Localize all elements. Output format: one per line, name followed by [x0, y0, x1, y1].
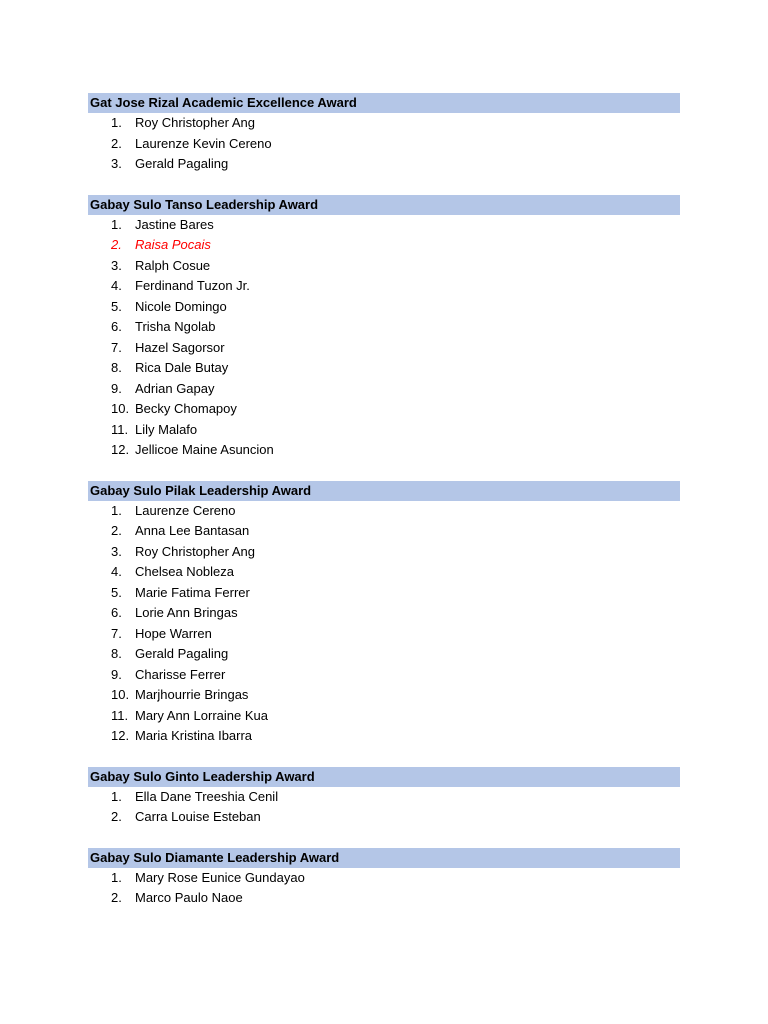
list-item — [88, 317, 680, 338]
award-list-page — [88, 93, 680, 929]
list-item — [88, 420, 680, 441]
award-section-gabay-sulo-pilak-leadership-award — [88, 481, 680, 747]
item-number: 12. — [111, 442, 130, 457]
awardee-name: Becky Chomapoy — [135, 401, 237, 416]
item-number: 1. — [111, 502, 122, 518]
award-title: Gabay Sulo Tanso Leadership Award — [88, 195, 680, 215]
item-number: 1. — [111, 216, 122, 232]
item-number: 6. — [111, 319, 122, 334]
list-item — [88, 807, 680, 828]
list-item — [88, 562, 680, 583]
awardee-name: Marco Paulo Naoe — [135, 890, 243, 905]
list-item — [88, 113, 680, 134]
awardee-list — [88, 868, 680, 909]
list-item — [88, 706, 680, 727]
list-item — [88, 685, 680, 706]
item-number: 1. — [111, 115, 122, 130]
list-item — [88, 235, 680, 256]
item-number: 2. — [111, 135, 122, 151]
item-number: 6. — [111, 605, 122, 620]
item-number: 7. — [111, 339, 122, 355]
award-section-gabay-sulo-diamante-leadership-award — [88, 848, 680, 909]
awardee-name: Carra Louise Esteban — [135, 809, 261, 824]
awardee-list — [88, 215, 680, 461]
awardee-name: Laurenze Kevin Cereno — [135, 135, 272, 151]
awardee-name: Roy Christopher Ang — [135, 543, 255, 559]
award-title: Gabay Sulo Diamante Leadership Award — [88, 848, 680, 868]
item-number: 12. — [111, 728, 130, 743]
awardee-name: Ella Dane Treeshia Cenil — [135, 788, 279, 804]
award-section-gabay-sulo-ginto-leadership-award — [88, 767, 680, 828]
item-number: 8. — [111, 646, 122, 661]
award-title: Gabay Sulo Pilak Leadership Award — [88, 481, 680, 501]
awardee-name: Trisha Ngolab — [135, 319, 216, 334]
awardee-list — [88, 787, 680, 828]
awardee-name: Mary Ann Lorraine Kua — [135, 707, 268, 723]
awardee-name: Gerald Pagaling — [135, 156, 229, 171]
awardee-name: Charisse Ferrer — [135, 666, 226, 682]
item-number: 2. — [111, 890, 122, 905]
list-item — [88, 154, 680, 175]
awardee-name: Marie Fatima Ferrer — [135, 584, 250, 600]
list-item — [88, 297, 680, 318]
awardee-name: Anna Lee Bantasan — [135, 523, 250, 538]
awardee-name: Maria Kristina Ibarra — [135, 728, 253, 743]
list-item — [88, 358, 680, 379]
list-item — [88, 888, 680, 909]
list-item — [88, 399, 680, 420]
item-number: 11. — [111, 707, 129, 723]
list-item — [88, 603, 680, 624]
item-number: 3. — [111, 156, 122, 171]
list-item — [88, 726, 680, 747]
award-section-gabay-sulo-tanso-leadership-award — [88, 195, 680, 461]
item-number: 7. — [111, 625, 122, 641]
item-number: 8. — [111, 360, 122, 375]
item-number: 5. — [111, 298, 122, 314]
item-number: 10. — [111, 401, 130, 416]
awardee-name: Roy Christopher Ang — [135, 115, 255, 130]
list-item — [88, 134, 680, 155]
awardee-name: Adrian Gapay — [135, 380, 215, 396]
list-item — [88, 440, 680, 461]
item-number: 5. — [111, 584, 122, 600]
list-item — [88, 542, 680, 563]
item-number: 11. — [111, 421, 129, 437]
list-item — [88, 276, 680, 297]
list-item — [88, 256, 680, 277]
awardee-name: Jastine Bares — [135, 216, 214, 232]
awardee-list — [88, 113, 680, 175]
awardee-name: Chelsea Nobleza — [135, 564, 235, 579]
item-number: 9. — [111, 666, 122, 682]
award-title: Gabay Sulo Ginto Leadership Award — [88, 767, 680, 787]
item-number: 4. — [111, 564, 122, 579]
item-number: 2. — [111, 523, 122, 538]
award-title: Gat Jose Rizal Academic Excellence Award — [88, 93, 680, 113]
awardee-name: Mary Rose Eunice Gundayao — [135, 869, 305, 885]
list-item — [88, 868, 680, 889]
awardee-name: Ralph Cosue — [135, 257, 211, 273]
awardee-name: Ferdinand Tuzon Jr. — [135, 278, 250, 293]
list-item — [88, 521, 680, 542]
awardee-list — [88, 501, 680, 747]
awardee-name: Rica Dale Butay — [135, 360, 229, 375]
item-number: 3. — [111, 257, 122, 273]
list-item — [88, 644, 680, 665]
awardee-name: Marjhourrie Bringas — [135, 687, 249, 702]
awardee-name: Raisa Pocais — [135, 237, 211, 252]
list-item — [88, 501, 680, 522]
list-item — [88, 624, 680, 645]
awardee-name: Hazel Sagorsor — [135, 339, 225, 355]
item-number: 1. — [111, 869, 122, 885]
list-item — [88, 215, 680, 236]
awardee-name: Laurenze Cereno — [135, 502, 236, 518]
awardee-name: Nicole Domingo — [135, 298, 227, 314]
list-item — [88, 787, 680, 808]
awardee-name: Lily Malafo — [135, 421, 198, 437]
awardee-name: Hope Warren — [135, 625, 212, 641]
item-number: 2. — [111, 809, 122, 824]
list-item — [88, 583, 680, 604]
award-section-gat-jose-rizal-academic-excellence-award — [88, 93, 680, 175]
item-number: 4. — [111, 278, 122, 293]
list-item — [88, 338, 680, 359]
item-number: 9. — [111, 380, 122, 396]
item-number: 10. — [111, 687, 130, 702]
list-item — [88, 665, 680, 686]
list-item — [88, 379, 680, 400]
item-number: 1. — [111, 788, 122, 804]
awardee-name: Gerald Pagaling — [135, 646, 229, 661]
awardee-name: Jellicoe Maine Asuncion — [135, 442, 274, 457]
item-number: 3. — [111, 543, 122, 559]
awardee-name: Lorie Ann Bringas — [135, 605, 238, 620]
item-number: 2. — [111, 237, 122, 252]
